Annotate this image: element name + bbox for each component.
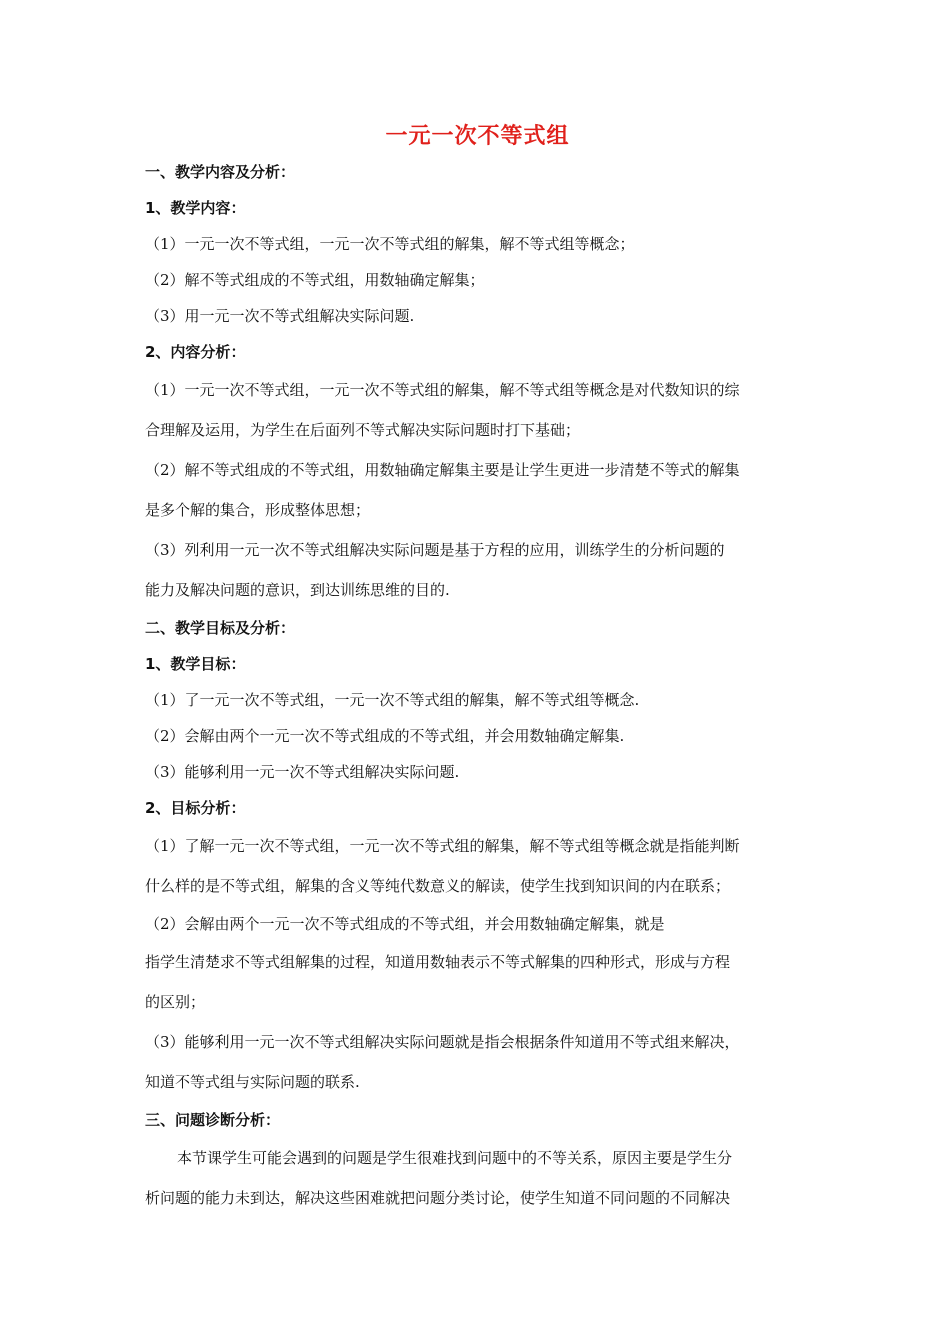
paragraph-line: 能力及解决问题的意识，到达训练思维的目的. [145, 581, 450, 599]
paragraph-line: 指学生清楚求不等式组解集的过程，知道用数轴表示不等式解集的四种形式，形成与方程 [145, 953, 731, 971]
paragraph-line: 本节课学生可能会遇到的问题是学生很难找到问题中的不等关系，原因主要是学生分 [177, 1149, 733, 1167]
paragraph-line: （3）能够利用一元一次不等式组解决实际问题就是指会根据条件知道用不等式组来解决， [145, 1033, 740, 1051]
paragraph-line: （2）解不等式组成的不等式组，用数轴确定解集主要是让学生更进一步清楚不等式的解集 [145, 461, 740, 479]
paragraph-line: 知道不等式组与实际问题的联系. [145, 1073, 360, 1091]
list-item: （3）能够利用一元一次不等式组解决实际问题. [145, 763, 460, 781]
subsection-heading-2-1: 1、教学目标： [145, 655, 246, 673]
subsection-heading-1-1: 1、教学内容： [145, 199, 246, 217]
list-item: （3）用一元一次不等式组解决实际问题. [145, 307, 415, 325]
paragraph-line: （1）一元一次不等式组，一元一次不等式组的解集，解不等式组等概念是对代数知识的综 [145, 381, 740, 399]
paragraph-line: （3）列利用一元一次不等式组解决实际问题是基于方程的应用，训练学生的分析问题的 [145, 541, 725, 559]
list-item: （2）会解由两个一元一次不等式组成的不等式组，并会用数轴确定解集. [145, 727, 625, 745]
document-title: 一元一次不等式组 [385, 124, 570, 149]
section-heading-3: 三、问题诊断分析： [145, 1111, 281, 1129]
paragraph-line: （2）会解由两个一元一次不等式组成的不等式组，并会用数轴确定解集，就是 [145, 915, 665, 933]
section-heading-1: 一、教学内容及分析： [145, 163, 296, 181]
list-item: （2）解不等式组成的不等式组，用数轴确定解集； [145, 271, 485, 289]
paragraph-line: 析问题的能力未到达，解决这些困难就把问题分类讨论，使学生知道不同问题的不同解决 [145, 1189, 731, 1207]
paragraph-line: 是多个解的集合，形成整体思想； [145, 501, 371, 519]
subsection-heading-1-2: 2、内容分析： [145, 343, 246, 361]
paragraph-line: 合理解及运用，为学生在后面列不等式解决实际问题时打下基础； [145, 421, 581, 439]
section-heading-2: 二、教学目标及分析： [145, 619, 296, 637]
paragraph-line: （1）了解一元一次不等式组，一元一次不等式组的解集，解不等式组等概念就是指能判断 [145, 837, 740, 855]
paragraph-line: 的区别； [145, 993, 206, 1011]
subsection-heading-2-2: 2、目标分析： [145, 799, 246, 817]
list-item: （1）一元一次不等式组，一元一次不等式组的解集，解不等式组等概念； [145, 235, 635, 253]
paragraph-line: 什么样的是不等式组，解集的含义等纯代数意义的解读，使学生找到知识间的内在联系； [145, 877, 731, 895]
list-item: （1）了一元一次不等式组，一元一次不等式组的解集，解不等式组等概念. [145, 691, 640, 709]
